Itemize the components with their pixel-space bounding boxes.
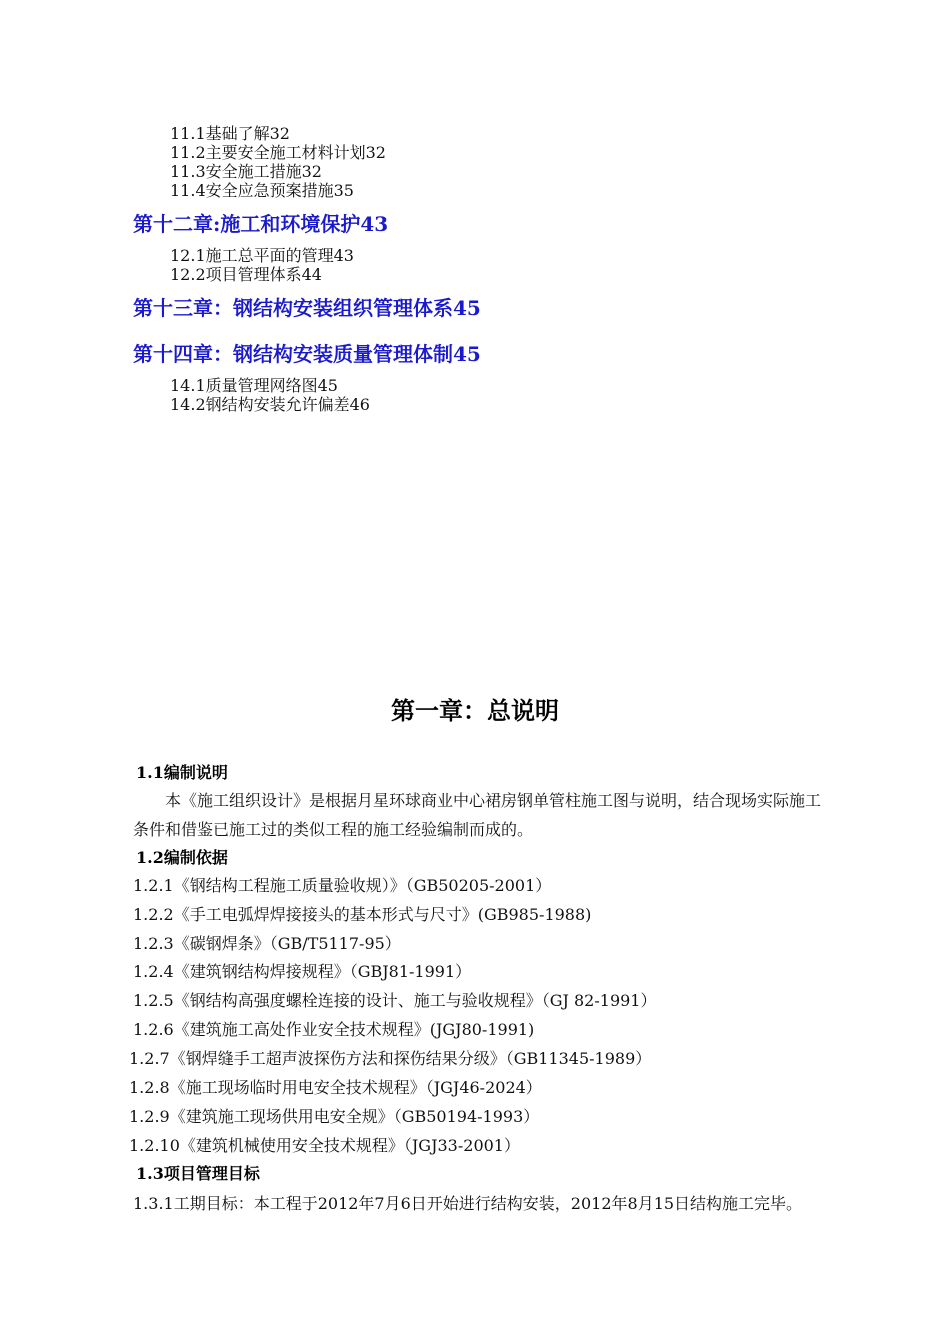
toc-chapter-12: 第十二章:施工和环境保护43	[133, 212, 389, 236]
toc-item-11-2: 11.2主要安全施工材料计划32	[170, 143, 386, 162]
section-text-1-1: 本《施工组织设计》是根据月星环球商业中心裙房钢单管柱施工图与说明，结合现场实际施工条件和借鉴已施工过的类似工程的施工经验编制而成的。	[133, 791, 822, 839]
section-heading-1-1: 1.1编制说明	[136, 763, 228, 782]
reference-item: 1.2.3《碳钢焊条》（GB/T5117-95）	[133, 934, 401, 953]
toc-item-12-2: 12.2项目管理体系44	[170, 265, 322, 284]
section-text-1-3-1: 1.3.1工期目标：本工程于2012年7月6日开始进行结构安装，2012年8月15日结构施工完毕。	[133, 1194, 803, 1213]
reference-item: 1.2.1《钢结构工程施工质量验收规）》（GB50205-2001）	[133, 876, 552, 895]
toc-item-14-2: 14.2钢结构安装允许偏差46	[170, 395, 370, 414]
reference-item: 1.2.9《建筑施工现场供用电安全规》（GB50194-1993）	[129, 1107, 540, 1126]
reference-item: 1.2.10《建筑机械使用安全技术规程》（JGJ33-2001）	[129, 1136, 520, 1155]
toc-chapter-13: 第十三章：钢结构安装组织管理体系45	[133, 296, 481, 320]
reference-item: 1.2.6《建筑施工高处作业安全技术规程》(JGJ80-1991)	[133, 1020, 535, 1039]
reference-item: 1.2.4《建筑钢结构焊接规程》（GBJ81-1991）	[133, 962, 472, 981]
toc-item-11-1: 11.1基础了解32	[170, 124, 290, 143]
reference-item: 1.2.5《钢结构高强度螺栓连接的设计、施工与验收规程》（GJ 82-1991）	[133, 991, 657, 1010]
section-heading-1-3: 1.3项目管理目标	[136, 1164, 260, 1183]
reference-item: 1.2.8《施工现场临时用电安全技术规程》（JGJ46-2024）	[129, 1078, 542, 1097]
toc-item-11-4: 11.4安全应急预案措施35	[170, 181, 354, 200]
reference-item: 1.2.2《手工电弧焊焊接接头的基本形式与尺寸》(GB985-1988)	[133, 905, 592, 924]
section-heading-1-2: 1.2编制依据	[136, 848, 228, 867]
toc-chapter-14: 第十四章：钢结构安装质量管理体制45	[133, 342, 481, 366]
toc-item-12-1: 12.1施工总平面的管理43	[170, 246, 354, 265]
reference-item: 1.2.7《钢焊缝手工超声波探伤方法和探伤结果分级》（GB11345-1989）	[129, 1049, 652, 1068]
toc-item-14-1: 14.1质量管理网络图45	[170, 376, 338, 395]
chapter-title: 第一章：总说明	[391, 696, 559, 725]
toc-item-11-3: 11.3安全施工措施32	[170, 162, 322, 181]
